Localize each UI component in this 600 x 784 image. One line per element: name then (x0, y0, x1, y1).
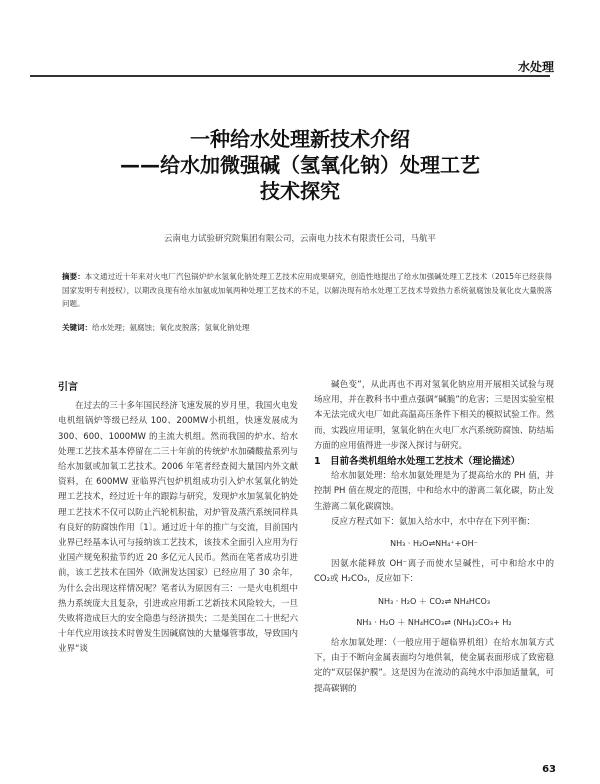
abstract-text: 本文通过近十年来对火电厂汽包锅炉炉水氢氧化钠处理工艺技术应用成果研究，创造性地提出了给水加强碱处理工艺技术（2015年已经获得国家发明专利授权），以期改良现有给水加氨成加氧两种处理工艺技术的不足，以解决现有给水处理工艺技术导致热力系统氨腐蚀及氧化皮大量脱落问题。 (62, 272, 553, 308)
right-paragraph-5: 给水加氧处理：（一般应用于超临界机组）在给水加氧方式下，由于不断向金属表面均匀地供氧，使金属表面形成了致密稳定的“双层保护膜”。这是因为在流动的高纯水中添加适量氧，可提高碳钢的 (314, 638, 554, 694)
page-number: 63 (542, 764, 556, 775)
right-column (314, 378, 554, 697)
abstract-label: 摘要： (62, 272, 85, 281)
header-rule (30, 75, 550, 77)
section-label: 水处理 (517, 60, 554, 74)
intro-heading: 引言 (58, 382, 78, 393)
title-line-2: ——给水加微强碱（氢氧化钠）处理工艺 (120, 153, 480, 177)
article-title (40, 126, 560, 204)
formula-2: NH₃ · H₂O ＋ CO₂⇌ NH₄HCO₃ (377, 596, 491, 606)
keywords-text: 给水处理；氨腐蚀；氧化皮脱落；氢氧化钠处理 (92, 323, 250, 332)
section-heading-1: 1 目前各类机组给水处理工艺技术（理论描述） (314, 456, 521, 468)
right-paragraph-2: 给水加氨处理：给水加氨处理是为了提高给水的 PH 值，并控制 PH 值在规定的范围，中和给水中的游离二氧化碳，防止发生游离二氧化碳腐蚀。 (314, 471, 554, 512)
left-column (58, 380, 298, 658)
formula-1: NH₃ · H₂O⇌NH₄⁺+OH⁻ (390, 539, 478, 549)
keywords-label: 关键词： (62, 323, 92, 332)
authors: 云南电力试验研究院集团有限公司，云南电力技术有限责任公司，马航平 (163, 234, 436, 244)
right-paragraph-4: 因氨水能释放 OH⁻离子而使水呈碱性，可中和给水中的 CO₂或 H₂CO₃，反应如下： (314, 559, 554, 585)
keywords (62, 322, 552, 333)
intro-paragraph: 在过去的三十多年国民经济飞速发展的岁月里，我国火电发电机组锅炉等级已经从 100、200MW小机组，快速发展成为 300、600、1000MW 的主流大机组。然而我国的炉水、给水处理工艺技术基本停留在二三十年前的传统炉水加磷酸盐系列与给水加氨或加氧工艺技术。2006 年笔者经查阅大量国内外文献资料，在 600MW 亚临界汽包炉机组成功引入炉水氢氧化钠处理工艺技术，经过近十年的跟踪与研究，发现炉水加氢氧化钠处理工艺技术不仅可以防止汽轮机积盐，对炉管及蒸汽系统同样具有良好的防腐蚀作用〔1〕。通过近十年的推广与交流，目前国内业界已经基本认可与接纳该工艺技术，该技术全面引入应用为行业国产规免积盐节约近 20 多亿元人民币。然而在笔者成功引进前，该工艺技术在国外（欧洲发达国家）已经应用了 30 余年，为什么会出现这样情况呢？笔者认为原因有三：一是火电机组中热力系统庞大且复杂，引进或应用新工艺新技术风险较大，一旦失败将造成巨大的安全隐患与经济损失；二是美国在二十世纪六十年代应用该技术时曾发生因碱腐蚀的大量爆管事故，导致国内业界“谈 (58, 401, 298, 655)
right-paragraph-3: 反应方程式如下：氨加入给水中，水中存在下列平衡： (331, 516, 536, 527)
title-line-1: 一种给水处理新技术介绍 (190, 127, 410, 151)
title-line-3: 技术探究 (260, 179, 340, 203)
abstract (62, 270, 552, 311)
right-paragraph-1: 碱色变”，从此再也不再对氢氧化钠应用开展相关试验与现场应用，并在教科书中重点强调“碱脆”的危害；三是因实验室根本无法完成火电厂如此高温高压条件下相关的模拟试验工作。然而，实践应用证明，氢氧化钠在火电厂水汽系统防腐蚀、防结垢方面的应用值得进一步深入探讨与研究。 (314, 380, 554, 451)
formula-3: NH₃ · H₂O ＋ NH₄HCO₃⇌ (NH₄)₂CO₃+ H₂ (356, 617, 512, 627)
